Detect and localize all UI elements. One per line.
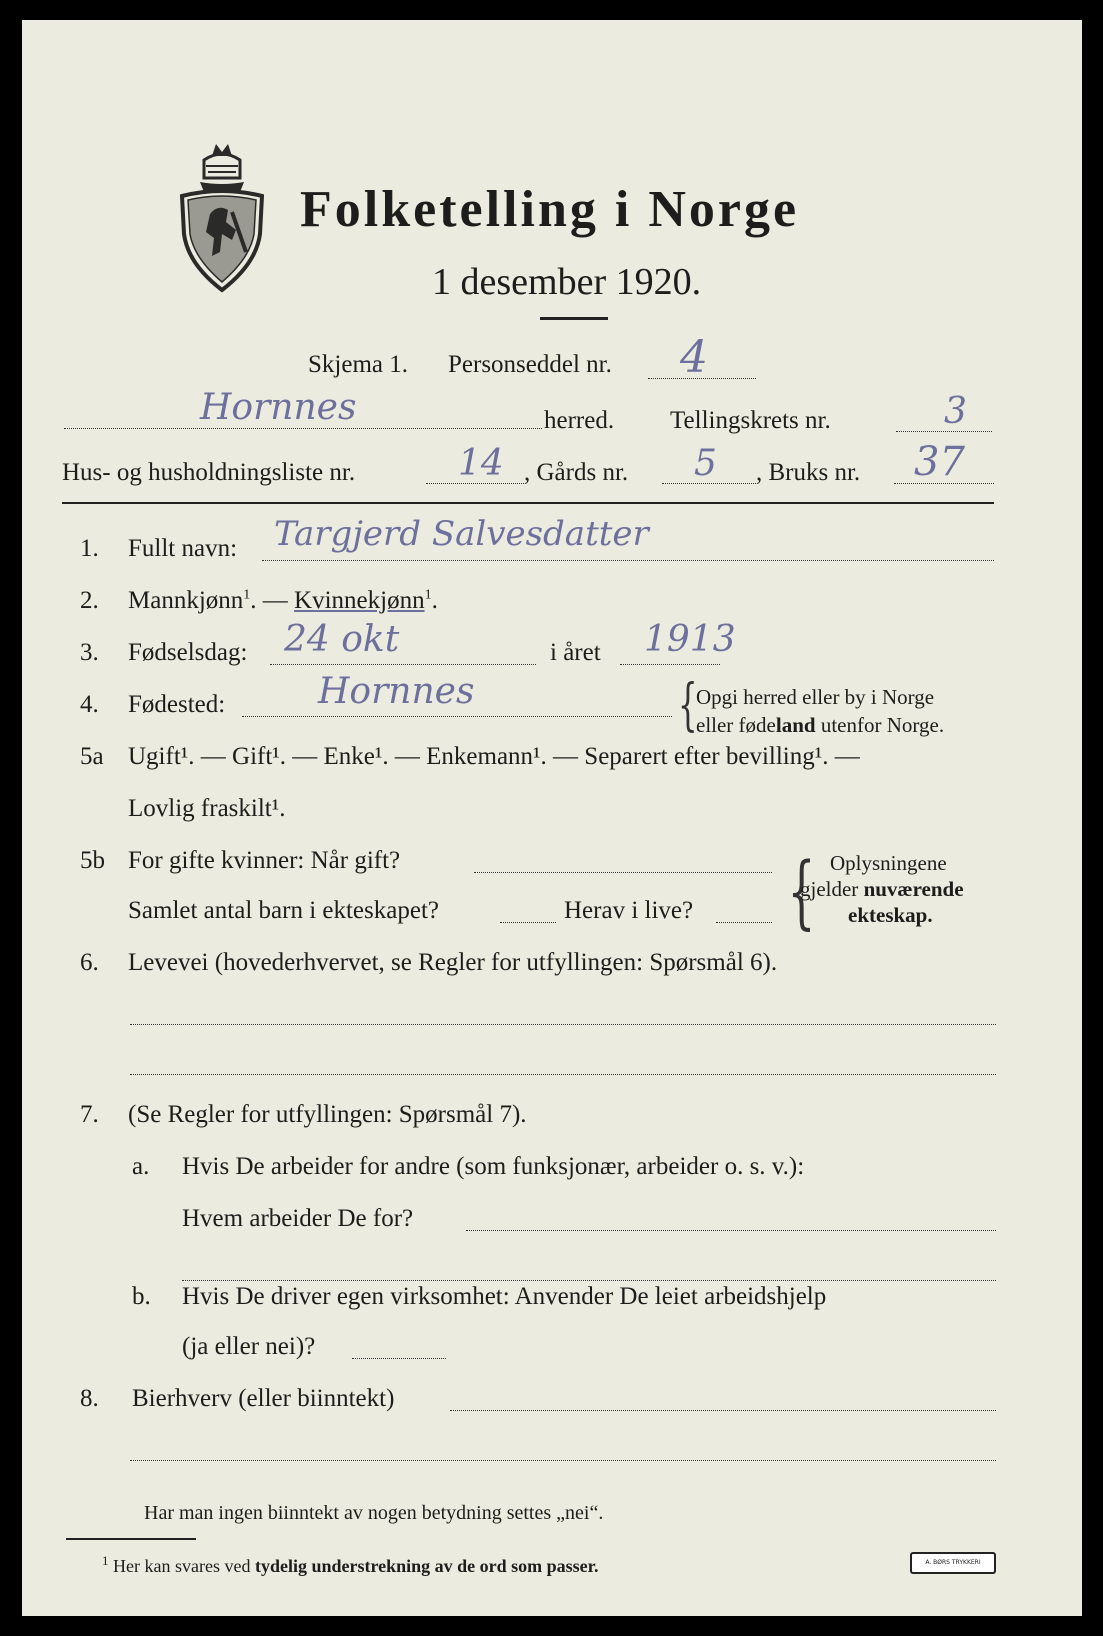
q4-number: 4.	[80, 691, 99, 718]
q5b-line2-a: Samlet antal barn i ekteskapet?	[128, 897, 439, 924]
q7a-answer-line2	[182, 1280, 996, 1281]
q5a-line1[interactable]: Ugift¹. — Gift¹. — Enke¹. — Enkemann¹. — Separert efter bevilling¹. —	[128, 743, 860, 770]
bruks-label: , Bruks nr.	[756, 459, 861, 486]
footer-note: Har man ingen biinntekt av nogen betydning settes „nei“.	[144, 1502, 604, 1524]
q2-female-option[interactable]: Kvinnekjønn	[294, 587, 425, 614]
printer-stamp	[910, 1552, 996, 1574]
q5b-line2-b: Herav i live?	[564, 897, 694, 924]
q7b-letter: b.	[132, 1283, 151, 1310]
census-form	[22, 20, 1082, 1616]
footnote-marker: 1	[102, 1553, 109, 1568]
q7a-line1: Hvis De arbeider for andre (som funksjonær, arbeider o. s. v.):	[182, 1153, 805, 1180]
q4-brace: {	[678, 673, 698, 738]
q6-line1	[130, 1024, 996, 1025]
q7a-answer-line1	[466, 1230, 996, 1231]
q4-value[interactable]: Hornnes	[318, 671, 475, 712]
q8-line1	[450, 1410, 996, 1411]
q4-note-text: eller føde	[696, 713, 776, 737]
footnote-divider	[66, 1538, 196, 1540]
q4-note-line1: Opgi herred eller by i Norge	[696, 685, 935, 709]
gards-value[interactable]: 5	[694, 443, 717, 484]
q1-label: Fullt navn:	[128, 535, 238, 562]
q1-line	[262, 560, 994, 561]
form-title: Folketelling i Norge	[300, 181, 800, 238]
q7b-line1: Hvis De driver egen virksomhet: Anvender De leiet arbeidshjelp	[182, 1283, 827, 1310]
printer-stamp-text: A. BØRS TRYKKERI	[925, 1559, 981, 1566]
form-date: 1 desember 1920.	[432, 261, 702, 303]
schema-label: Skjema 1.	[308, 351, 408, 378]
herred-value[interactable]: Hornnes	[200, 387, 357, 428]
q8-label: Bierhverv (eller biinntekt)	[132, 1385, 395, 1412]
q6-label: Levevei (hovederhvervet, se Regler for utfyllingen: Spørsmål 6).	[128, 949, 778, 976]
gards-label: , Gårds nr.	[524, 459, 629, 486]
q8-number: 8.	[80, 1385, 99, 1412]
header-separator	[62, 502, 994, 504]
husholdning-label: Hus- og husholdningsliste nr.	[62, 459, 356, 486]
q6-number: 6.	[80, 949, 99, 976]
q5b-children-line	[500, 922, 556, 923]
q7b-line2: (ja eller nei)?	[182, 1333, 316, 1360]
coat-of-arms-icon	[174, 134, 270, 294]
q5b-number: 5b	[80, 847, 105, 874]
q2-male-option[interactable]: Mannkjønn	[128, 587, 244, 614]
herred-line	[64, 428, 542, 429]
q2-end: .	[431, 587, 438, 614]
q2-number: 2.	[80, 587, 99, 614]
q5b-brace: {	[787, 845, 816, 938]
q7-number: 7.	[80, 1101, 99, 1128]
q4-note-bold: land	[775, 713, 816, 737]
q4-note-text-end: utenfor Norge.	[815, 713, 945, 737]
footnote	[102, 1548, 599, 1579]
q5a-line2[interactable]: Lovlig fraskilt¹.	[128, 795, 286, 822]
personseddel-label: Personseddel nr.	[448, 351, 612, 378]
q4-line	[242, 716, 672, 717]
q3-year-value[interactable]: 1913	[644, 619, 736, 660]
q5b-note2	[800, 876, 964, 902]
q3-year-label: i året	[550, 639, 601, 666]
herred-label: herred.	[544, 407, 615, 434]
q7a-line2: Hvem arbeider De for?	[182, 1205, 414, 1232]
personseddel-value[interactable]: 4	[680, 332, 708, 383]
q4-label: Fødested:	[128, 691, 226, 718]
tellingskrets-value[interactable]: 3	[944, 391, 967, 432]
q7a-letter: a.	[132, 1153, 150, 1180]
q4-note-line2	[696, 712, 944, 738]
q5a-number: 5a	[80, 743, 104, 770]
q5b-note2-text: gjelder	[800, 877, 864, 901]
bruks-value[interactable]: 37	[914, 439, 965, 485]
q3-year-line	[620, 664, 720, 665]
q7-label: (Se Regler for utfyllingen: Spørsmål 7).	[128, 1101, 527, 1128]
husholdning-value[interactable]: 14	[458, 443, 504, 484]
q2-options: Mannkjønn$^1$. — Kvinnekjønn$^1$.	[128, 587, 438, 614]
q3-label: Fødselsdag:	[128, 639, 248, 666]
q8-line2	[130, 1460, 996, 1461]
q5b-note2-bold: nuværende	[863, 877, 964, 901]
q5b-alive-line	[716, 922, 772, 923]
q3-day-line	[270, 664, 536, 665]
q1-value[interactable]: Targjerd Salvesdatter	[274, 514, 649, 554]
q5b-note1: Oplysningene	[830, 851, 947, 875]
q5b-married-line	[474, 872, 772, 873]
q5b-note3: ekteskap.	[848, 903, 933, 927]
tellingskrets-label: Tellingskrets nr.	[670, 407, 831, 434]
q1-number: 1.	[80, 535, 99, 562]
footnote-text: Her kan svares ved	[113, 1556, 255, 1576]
q6-line2	[130, 1074, 996, 1075]
q2-separator: . —	[250, 587, 295, 614]
title-divider	[540, 317, 608, 320]
footnote-bold-text: tydelig understrekning av de ord som passer.	[254, 1556, 599, 1576]
q3-number: 3.	[80, 639, 99, 666]
q7b-answer-line	[352, 1358, 446, 1359]
q5b-line1: For gifte kvinner: Når gift?	[128, 847, 401, 874]
q3-day-value[interactable]: 24 okt	[284, 619, 400, 660]
